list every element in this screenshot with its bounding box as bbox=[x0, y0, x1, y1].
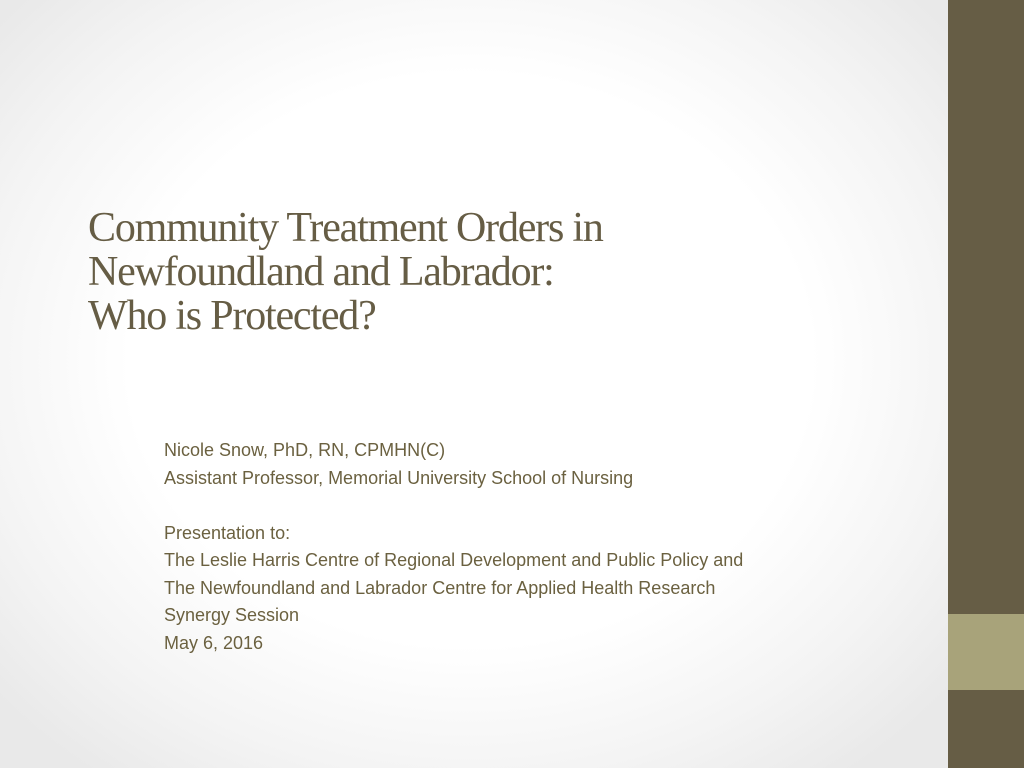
presentation-date: May 6, 2016 bbox=[164, 632, 264, 653]
title-line: Newfoundland and Labrador: bbox=[88, 249, 554, 295]
author-name: Nicole Snow, PhD, RN, CPMHN(C) bbox=[164, 440, 446, 460]
session-name: Synergy Session bbox=[164, 605, 300, 625]
slide-title bbox=[88, 206, 908, 338]
title-line: Community Treatment Orders in bbox=[88, 205, 603, 251]
title-line: Who is Protected? bbox=[88, 293, 376, 339]
audience-line-2: The Newfoundland and Labrador Centre for Applied Health Research bbox=[164, 577, 716, 598]
slide-subtitle bbox=[164, 437, 924, 657]
blank-line bbox=[164, 492, 924, 520]
audience-line-1: The Leslie Harris Centre of Regional Development and Public Policy and bbox=[164, 550, 744, 570]
decorative-side-accent bbox=[948, 614, 1024, 690]
author-affiliation: Assistant Professor, Memorial University School of Nursing bbox=[164, 467, 634, 488]
presentation-label: Presentation to: bbox=[164, 522, 291, 543]
